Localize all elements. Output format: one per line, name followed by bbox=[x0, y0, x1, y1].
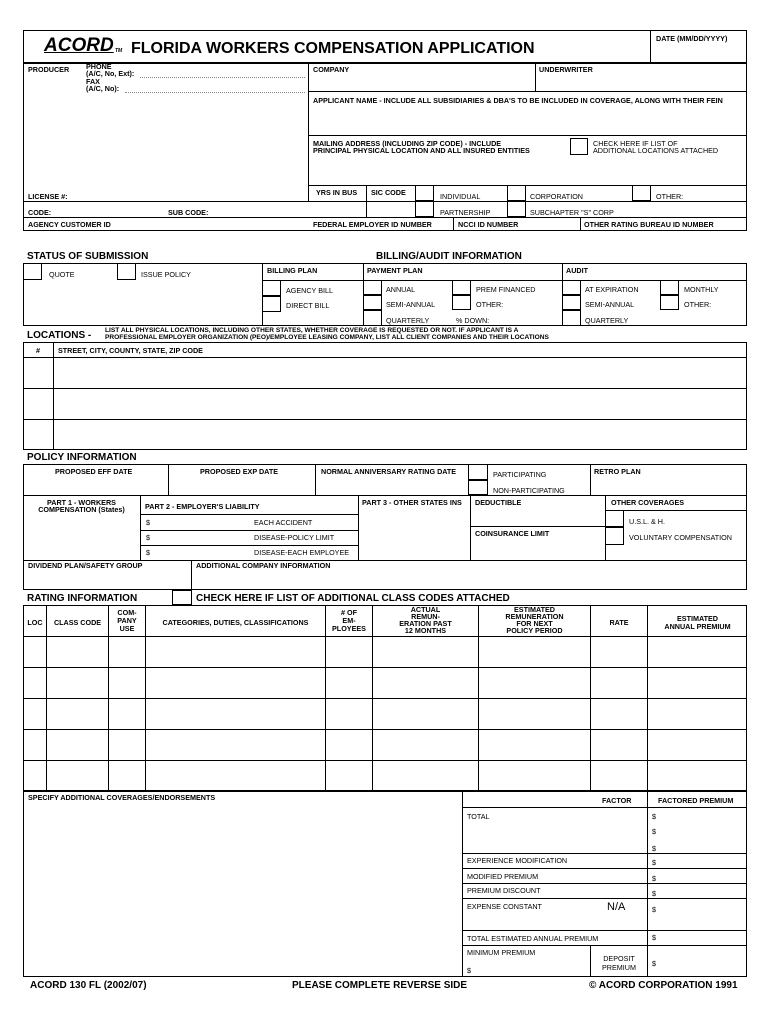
col-est-remun-3: FOR NEXT bbox=[516, 619, 553, 628]
part3-label: PART 3 - OTHER STATES INS bbox=[362, 498, 462, 507]
producer-label: PRODUCER bbox=[28, 65, 70, 74]
voluntary-comp-label: VOLUNTARY COMPENSATION bbox=[629, 533, 732, 542]
factored-premium-label: FACTORED PREMIUM bbox=[658, 796, 734, 805]
part1-label-1: PART 1 - WORKERS bbox=[47, 498, 116, 507]
corporation-checkbox[interactable] bbox=[507, 185, 526, 201]
deposit-premium-label-1: DEPOSIT bbox=[603, 954, 635, 963]
deposit-premium-dollar: $ bbox=[652, 959, 656, 968]
annual-label: ANNUAL bbox=[386, 285, 416, 294]
monthly-label: MONTHLY bbox=[684, 285, 719, 294]
audit-quarterly-label: QUARTERLY bbox=[585, 316, 629, 325]
non-participating-checkbox[interactable] bbox=[468, 480, 488, 495]
subchapter-s-checkbox[interactable] bbox=[507, 201, 526, 217]
total-label: TOTAL bbox=[467, 812, 490, 821]
col-loc: LOC bbox=[27, 618, 43, 627]
factored-dollar-2: $ bbox=[652, 827, 656, 836]
reverse-side-note: PLEASE COMPLETE REVERSE SIDE bbox=[292, 980, 468, 991]
semi-annual-label: SEMI-ANNUAL bbox=[386, 300, 436, 309]
prem-financed-label: PREM FINANCED bbox=[476, 285, 536, 294]
mailing-address-label-2: PRINCIPAL PHYSICAL LOCATION AND ALL INSURED ENTITIES bbox=[313, 146, 530, 155]
col-est-remun-1: ESTIMATED bbox=[514, 605, 555, 614]
minimum-premium-dollar: $ bbox=[467, 966, 471, 975]
audit-other-checkbox[interactable] bbox=[660, 295, 679, 310]
quarterly-label: QUARTERLY bbox=[386, 316, 430, 325]
check-locations-label-1: CHECK HERE IF LIST OF bbox=[593, 139, 678, 148]
total-est-dollar: $ bbox=[652, 933, 656, 942]
locations-col-number: # bbox=[36, 346, 40, 355]
check-locations-label-2: ADDITIONAL LOCATIONS ATTACHED bbox=[593, 146, 719, 155]
disease-each-dollar: $ bbox=[146, 548, 150, 557]
each-accident-label: EACH ACCIDENT bbox=[254, 518, 313, 527]
fax-underline[interactable] bbox=[125, 92, 305, 93]
yrs-in-bus-label: YRS IN BUS bbox=[316, 188, 358, 197]
quote-checkbox[interactable] bbox=[23, 263, 42, 280]
billing-heading: BILLING/AUDIT INFORMATION bbox=[376, 251, 522, 262]
additional-locations-checkbox[interactable] bbox=[570, 138, 588, 155]
col-est-premium-1: ESTIMATED bbox=[677, 614, 718, 623]
col-company-use-1: COM- bbox=[117, 608, 137, 617]
audit-other-label: OTHER: bbox=[684, 300, 712, 309]
other-coverages-label: OTHER COVERAGES bbox=[611, 498, 685, 507]
at-expiration-checkbox[interactable] bbox=[562, 280, 581, 295]
prem-financed-checkbox[interactable] bbox=[452, 280, 471, 295]
billing-plan-label: BILLING PLAN bbox=[267, 266, 318, 275]
each-accident-dollar: $ bbox=[146, 518, 150, 527]
producer-field[interactable] bbox=[26, 95, 305, 183]
subchapter-s-label: SUBCHAPTER "S" CORP bbox=[530, 208, 614, 217]
agency-customer-id-label: AGENCY CUSTOMER ID bbox=[28, 220, 111, 229]
quote-label: QUOTE bbox=[49, 270, 75, 279]
sic-code-label: SIC CODE bbox=[371, 188, 406, 197]
minimum-premium-label: MINIMUM PREMIUM bbox=[467, 948, 536, 957]
fax-sub-label: (A/C, No): bbox=[86, 84, 120, 93]
proposed-exp-date-label: PROPOSED EXP DATE bbox=[200, 467, 279, 476]
audit-semi-annual-label: SEMI-ANNUAL bbox=[585, 300, 635, 309]
disease-each-employee-label: DISEASE-EACH EMPLOYEE bbox=[254, 548, 350, 557]
acord-logo: ACORD bbox=[44, 35, 114, 56]
form-id: ACORD 130 FL (2002/07) bbox=[30, 980, 147, 991]
dividend-plan-label: DIVIDEND PLAN/SAFETY GROUP bbox=[28, 561, 143, 570]
mailing-address-field[interactable] bbox=[310, 157, 745, 184]
col-employees-2: EM- bbox=[342, 616, 356, 625]
location-row[interactable] bbox=[54, 420, 746, 449]
license-label: LICENSE #: bbox=[28, 192, 68, 201]
col-rate: RATE bbox=[609, 618, 629, 627]
location-row[interactable] bbox=[54, 358, 746, 387]
ncci-id-label: NCCI ID NUMBER bbox=[458, 220, 519, 229]
premium-discount-label: PREMIUM DISCOUNT bbox=[467, 886, 541, 895]
audit-quarterly-checkbox[interactable] bbox=[562, 310, 581, 326]
modified-premium-label: MODIFIED PREMIUM bbox=[467, 872, 539, 881]
additional-coverages-label: SPECIFY ADDITIONAL COVERAGES/ENDORSEMENTS bbox=[28, 793, 216, 802]
table-row[interactable] bbox=[24, 637, 746, 666]
phone-label: PHONE bbox=[86, 62, 112, 71]
locations-heading: LOCATIONS - bbox=[27, 330, 92, 341]
locations-note-1: LIST ALL PHYSICAL LOCATIONS, INCLUDING OTHER STATES, WHETHER COVERAGE IS REQUESTED OR NOT. IF APPLICANT IS A bbox=[105, 327, 519, 334]
experience-mod-label: EXPERIENCE MODIFICATION bbox=[467, 856, 568, 865]
additional-coverages-field[interactable] bbox=[26, 805, 459, 973]
applicant-name-label: APPLICANT NAME - INCLUDE ALL SUBSIDIARIES & DBA'S TO BE INCLUDED IN COVERAGE, ALONG WITH THEIR FEIN bbox=[313, 96, 723, 105]
code-label: CODE: bbox=[28, 208, 52, 217]
factor-label: FACTOR bbox=[602, 796, 632, 805]
col-actual-remun-1: ACTUAL bbox=[410, 605, 441, 614]
uslh-checkbox[interactable] bbox=[605, 510, 624, 527]
experience-mod-dollar: $ bbox=[652, 858, 656, 867]
payment-plan-label: PAYMENT PLAN bbox=[367, 266, 423, 275]
col-employees-3: PLOYEES bbox=[332, 624, 366, 633]
col-categories: CATEGORIES, DUTIES, CLASSIFICATIONS bbox=[162, 618, 309, 627]
locations-col-street: STREET, CITY, COUNTY, STATE, ZIP CODE bbox=[58, 346, 203, 355]
deductible-label: DEDUCTIBLE bbox=[475, 498, 522, 507]
col-actual-remun-4: 12 MONTHS bbox=[404, 626, 447, 635]
non-participating-label: NON-PARTICIPATING bbox=[493, 486, 565, 495]
other-entity-checkbox[interactable] bbox=[632, 185, 651, 201]
audit-label: AUDIT bbox=[566, 266, 588, 275]
col-class-code: CLASS CODE bbox=[53, 618, 102, 627]
disease-policy-limit-label: DISEASE-POLICY LIMIT bbox=[254, 533, 335, 542]
individual-checkbox[interactable] bbox=[415, 185, 434, 201]
partnership-checkbox[interactable] bbox=[415, 201, 434, 217]
applicant-name-field[interactable] bbox=[310, 106, 745, 134]
individual-label: INDIVIDUAL bbox=[440, 192, 481, 201]
table-row[interactable] bbox=[24, 668, 746, 697]
voluntary-comp-checkbox[interactable] bbox=[605, 527, 624, 545]
expense-constant-label: EXPENSE CONSTANT bbox=[467, 902, 542, 911]
fax-label: FAX bbox=[86, 77, 100, 86]
retro-plan-label: RETRO PLAN bbox=[594, 467, 641, 476]
expense-constant-dollar: $ bbox=[652, 905, 656, 914]
coinsurance-limit-label: COINSURANCE LIMIT bbox=[475, 529, 550, 538]
agency-bill-label: AGENCY BILL bbox=[286, 286, 334, 295]
semi-annual-checkbox[interactable] bbox=[363, 295, 382, 310]
deposit-premium-label-2: PREMIUM bbox=[602, 963, 636, 972]
col-company-use-3: USE bbox=[119, 624, 135, 633]
issue-policy-label: ISSUE POLICY bbox=[141, 270, 191, 279]
total-est-premium-label: TOTAL ESTIMATED ANNUAL PREMIUM bbox=[467, 934, 599, 943]
table-row[interactable] bbox=[24, 699, 746, 728]
sub-code-label: SUB CODE: bbox=[168, 208, 209, 217]
status-heading: STATUS OF SUBMISSION bbox=[27, 251, 149, 262]
participating-label: PARTICIPATING bbox=[493, 470, 547, 479]
locations-note-2: PROFESSIONAL EMPLOYER ORGANIZATION (PEO)/EMPLOYEE LEASING COMPANY, LIST ALL CLIENT COMPANIES AND THEIR LOCATIONS bbox=[105, 334, 549, 341]
policy-section bbox=[23, 464, 747, 590]
company-label: COMPANY bbox=[313, 65, 350, 74]
col-actual-remun-2: REMUN- bbox=[411, 612, 440, 621]
part2-label: PART 2 - EMPLOYER'S LIABILITY bbox=[145, 502, 260, 511]
col-est-remun-2: REMUNERATION bbox=[505, 612, 564, 621]
table-row[interactable] bbox=[24, 761, 746, 790]
col-company-use-2: PANY bbox=[117, 616, 137, 625]
corporation-label: CORPORATION bbox=[530, 192, 583, 201]
col-est-premium-2: ANNUAL PREMIUM bbox=[664, 622, 731, 631]
copyright: © ACORD CORPORATION 1991 bbox=[589, 980, 738, 991]
agency-bill-checkbox[interactable] bbox=[262, 280, 281, 296]
fein-label: FEDERAL EMPLOYER ID NUMBER bbox=[313, 220, 432, 229]
partnership-label: PARTNERSHIP bbox=[440, 208, 491, 217]
anniversary-rating-date-label: NORMAL ANNIVERSARY RATING DATE bbox=[321, 467, 457, 476]
factored-dollar-3: $ bbox=[652, 844, 656, 853]
additional-class-codes-heading: CHECK HERE IF LIST OF ADDITIONAL CLASS CODES ATTACHED bbox=[196, 593, 510, 604]
location-row[interactable] bbox=[54, 389, 746, 418]
audit-semi-annual-checkbox[interactable] bbox=[562, 295, 581, 310]
policy-heading: POLICY INFORMATION bbox=[27, 452, 137, 463]
direct-bill-label: DIRECT BILL bbox=[286, 301, 330, 310]
other-entity-label: OTHER: bbox=[656, 192, 684, 201]
issue-policy-checkbox[interactable] bbox=[117, 263, 136, 280]
disease-policy-dollar: $ bbox=[146, 533, 150, 542]
rating-heading: RATING INFORMATION bbox=[27, 593, 138, 604]
additional-company-info-label: ADDITIONAL COMPANY INFORMATION bbox=[196, 561, 331, 570]
underwriter-label: UNDERWRITER bbox=[539, 65, 593, 74]
table-row[interactable] bbox=[24, 730, 746, 759]
direct-bill-checkbox[interactable] bbox=[262, 296, 281, 312]
payment-other-label: OTHER: bbox=[476, 300, 504, 309]
proposed-eff-date-label: PROPOSED EFF DATE bbox=[55, 467, 133, 476]
col-employees-1: # OF bbox=[341, 608, 357, 617]
col-actual-remun-3: ERATION PAST bbox=[399, 619, 452, 628]
modified-premium-dollar: $ bbox=[652, 874, 656, 883]
at-expiration-label: AT EXPIRATION bbox=[585, 285, 639, 294]
premium-discount-dollar: $ bbox=[652, 889, 656, 898]
uslh-label: U.S.L. & H. bbox=[629, 517, 665, 526]
date-field[interactable] bbox=[651, 45, 746, 62]
date-label: DATE (MM/DD/YYYY) bbox=[656, 34, 728, 43]
payment-other-checkbox[interactable] bbox=[452, 295, 471, 310]
additional-class-codes-checkbox[interactable] bbox=[172, 590, 192, 605]
monthly-checkbox[interactable] bbox=[660, 280, 679, 295]
total-dollar: $ bbox=[652, 812, 656, 821]
pct-down-label: % DOWN: bbox=[456, 316, 490, 325]
other-rating-bureau-label: OTHER RATING BUREAU ID NUMBER bbox=[584, 220, 714, 229]
quarterly-checkbox[interactable] bbox=[363, 310, 382, 326]
mailing-address-label-1: MAILING ADDRESS (INCLUDING ZIP CODE) - INCLUDE bbox=[313, 139, 502, 148]
part1-label-2: COMPENSATION (States) bbox=[38, 505, 125, 514]
col-est-remun-4: POLICY PERIOD bbox=[506, 626, 563, 635]
phone-underline[interactable] bbox=[140, 77, 305, 78]
participating-checkbox[interactable] bbox=[468, 464, 488, 480]
trademark-mark: TM bbox=[115, 48, 123, 54]
annual-checkbox[interactable] bbox=[363, 280, 382, 295]
expense-constant-na: N/A bbox=[607, 901, 626, 913]
phone-sub-label: (A/C, No, Ext): bbox=[86, 69, 135, 78]
form-title: FLORIDA WORKERS COMPENSATION APPLICATION bbox=[131, 40, 535, 57]
